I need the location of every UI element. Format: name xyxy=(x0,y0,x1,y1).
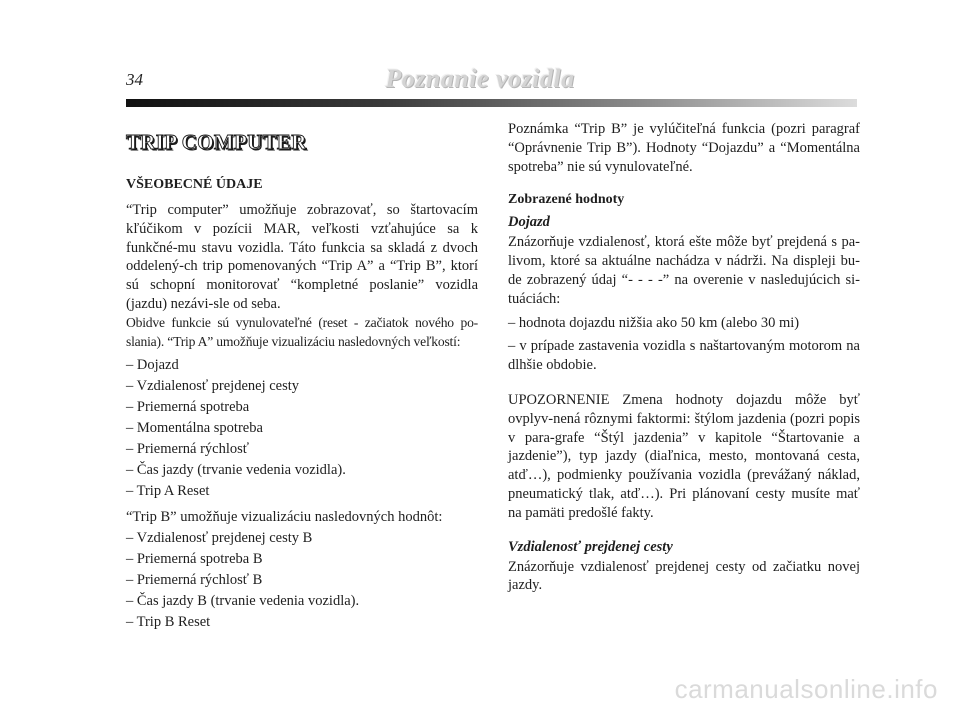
trip-a-item-reset: – Trip A Reset xyxy=(126,483,210,500)
trip-a-item-avg-consumption: – Priemerná spotreba xyxy=(126,399,250,416)
trip-b-item-avg-speed: – Priemerná rýchlosť B xyxy=(126,572,263,589)
header-rule xyxy=(126,99,857,107)
trip-a-item-range: – Dojazd xyxy=(126,357,179,374)
trip-b-intro: “Trip B” umožňuje vizualizáciu nasledovných hodnôt: xyxy=(126,509,443,526)
page-number: 34 xyxy=(126,70,143,89)
reset-note-paragraph: Obidve funkcie sú vynulovateľné (reset - začiatok nového po-slania). “Trip A” umožňuje vizualizáciu nasledovných veľkostí: xyxy=(126,314,478,349)
trip-a-item-travel-time: – Čas jazdy (trvanie vedenia vozidla). xyxy=(126,462,346,479)
trip-a-item-instant-consumption: – Momentálna spotreba xyxy=(126,420,263,437)
trip-b-item-travel-time: – Čas jazdy B (trvanie vedenia vozidla). xyxy=(126,593,360,610)
section-title: Poznanie vozidla xyxy=(385,64,575,93)
range-paragraph: Znázorňuje vzdialenosť, ktorá ešte môže byť prejdená s pa-livom, ktoré sa aktuálne nachádza v nádrži. Na displeji bu-de zobrazený údaj “- - - -” na overenie v nasledujúcich si-tuáciách: xyxy=(508,234,860,307)
intro-paragraph: “Trip computer” umožňuje zobrazovať, so štartovacím kľúčikom v pozícii MAR, veľkosti vzťahujúce sa k funkčné-mu stavu vozidla. Táto funkcia sa skladá z dvoch oddelený-ch trip pomenovaných “Trip A” a “Trip B”, ktorí sú schopní monitorovať “kompletné poslanie” vozidla (jazdu) nezávi-sle od seba. xyxy=(126,202,478,312)
warning-paragraph: UPOZORNENIE Zmena hodnoty dojazdu môže byť ovplyv-nená rôznymi faktormi: štýlom jazdenia (pozri popis v para-grafe “Štýl jazdenia” v kapitole “Štartovanie a jazdenie”), typ jazdy (diaľnica, mesto, montovaná cesta, atď…), podmienky používania vozidla (prevážaný náklad, pneumatický tlak, atď…). Pri plánovaní cesty musíte mať na pamäti predošlé fakty. xyxy=(508,391,860,521)
trip-a-item-avg-speed: – Priemerná rýchlosť xyxy=(126,441,249,458)
range-item-stopped: – v prípade zastavenia vozidla s naštartovaným motorom na dlhšie obdobie. xyxy=(508,338,860,374)
displayed-values-heading: Zobrazené hodnoty xyxy=(508,192,625,208)
trip-b-item-distance: – Vzdialenosť prejdenej cesty B xyxy=(126,530,313,547)
right-column xyxy=(508,120,860,595)
trip-b-item-avg-consumption: – Priemerná spotreba B xyxy=(126,551,263,568)
trip-a-item-distance: – Vzdialenosť prejdenej cesty xyxy=(126,378,300,395)
distance-heading: Vzdialenosť prejdenej cesty xyxy=(508,538,673,555)
general-info-subheading: VŠEOBECNÉ ÚDAJE xyxy=(126,177,263,192)
trip-b-note: Poznámka “Trip B” je vylúčiteľná funkcia (pozri paragraf “Oprávnenie Trip B”). Hodnoty “Dojazdu” a “Momentálna spotreba” nie sú vynulovateľné. xyxy=(508,121,860,175)
distance-paragraph: Znázorňuje vzdialenosť prejdenej cesty od začiatku novej jazdy. xyxy=(508,558,860,594)
range-item-low: – hodnota dojazdu nižšia ako 50 km (alebo 30 mi) xyxy=(508,314,800,331)
left-column xyxy=(126,120,478,634)
range-heading: Dojazd xyxy=(508,214,550,231)
watermark: carmanualsonline.info xyxy=(674,674,938,704)
main-heading: TRIP COMPUTER xyxy=(126,130,307,154)
trip-b-item-reset: – Trip B Reset xyxy=(126,614,211,631)
